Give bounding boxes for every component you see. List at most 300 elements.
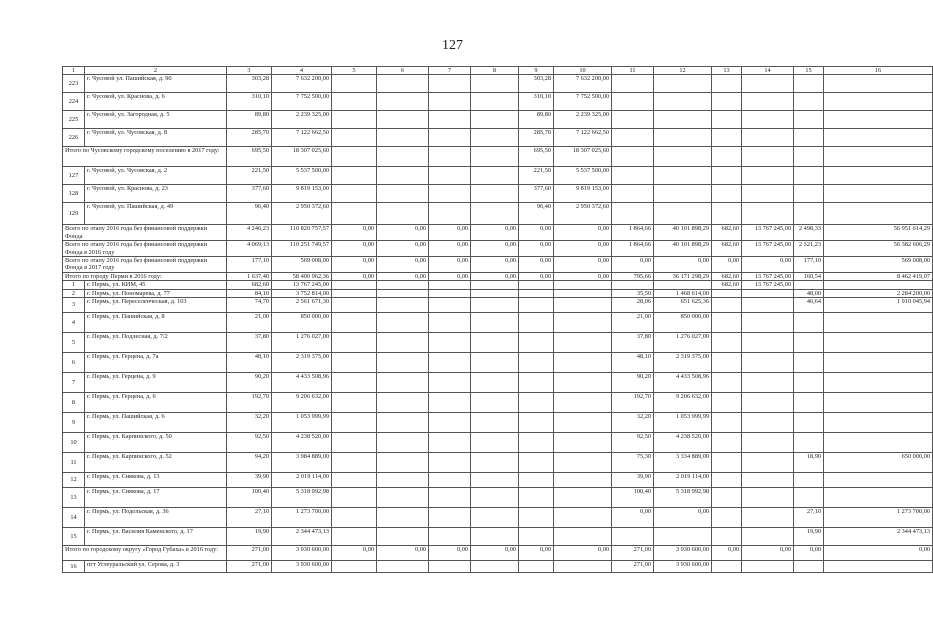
value-cell: 0,00 bbox=[429, 225, 471, 241]
value-cell: 1 276 027,00 bbox=[272, 333, 332, 353]
value-cell bbox=[377, 111, 429, 129]
value-cell bbox=[824, 203, 933, 225]
value-cell bbox=[429, 93, 471, 111]
value-cell bbox=[654, 185, 712, 203]
value-cell: 9 819 153,00 bbox=[272, 185, 332, 203]
table-row bbox=[63, 93, 933, 111]
value-cell: 27,10 bbox=[794, 508, 824, 528]
value-cell: 0,00 bbox=[377, 241, 429, 257]
value-cell: 0,00 bbox=[612, 508, 654, 528]
value-cell: 89,80 bbox=[519, 111, 554, 129]
value-cell bbox=[332, 167, 377, 185]
value-cell bbox=[824, 281, 933, 289]
value-cell bbox=[519, 289, 554, 297]
value-cell bbox=[824, 167, 933, 185]
value-cell bbox=[794, 473, 824, 488]
value-cell bbox=[654, 111, 712, 129]
program-table-sheet bbox=[62, 66, 930, 573]
value-cell bbox=[519, 333, 554, 353]
value-cell bbox=[377, 433, 429, 453]
table-row bbox=[63, 508, 933, 528]
column-number: 15 bbox=[794, 67, 824, 75]
value-cell: 110 820 757,57 bbox=[272, 225, 332, 241]
value-cell bbox=[377, 353, 429, 373]
table-body bbox=[63, 67, 933, 573]
value-cell: 569 008,00 bbox=[824, 257, 933, 273]
value-cell bbox=[332, 488, 377, 508]
value-cell bbox=[742, 313, 794, 333]
value-cell bbox=[654, 203, 712, 225]
value-cell bbox=[332, 281, 377, 289]
value-cell bbox=[332, 289, 377, 297]
value-cell: 28,06 bbox=[612, 298, 654, 313]
value-cell bbox=[332, 93, 377, 111]
address-cell: г. Пермь, ул. Пономарева, д. 77 bbox=[85, 289, 227, 297]
value-cell: 56 951 614,29 bbox=[824, 225, 933, 241]
row-number: 225 bbox=[63, 111, 85, 129]
value-cell bbox=[471, 488, 519, 508]
value-cell: 96,40 bbox=[519, 203, 554, 225]
value-cell bbox=[554, 561, 612, 573]
value-cell bbox=[519, 473, 554, 488]
value-cell bbox=[429, 561, 471, 573]
value-cell: 0,00 bbox=[471, 546, 519, 561]
value-cell: 2 344 473,13 bbox=[272, 528, 332, 546]
row-number: 16 bbox=[63, 561, 85, 573]
value-cell bbox=[654, 147, 712, 167]
value-cell bbox=[612, 111, 654, 129]
value-cell: 4 238 520,00 bbox=[272, 433, 332, 453]
address-cell: г. Пермь, ул. Пашийская, д. 6 bbox=[85, 413, 227, 433]
value-cell: 5 318 992,98 bbox=[272, 488, 332, 508]
value-cell: 0,00 bbox=[519, 546, 554, 561]
value-cell: 682,60 bbox=[712, 272, 742, 280]
value-cell: 0,00 bbox=[519, 272, 554, 280]
value-cell: 2 344 473,13 bbox=[824, 528, 933, 546]
value-cell bbox=[471, 185, 519, 203]
value-cell bbox=[712, 393, 742, 413]
value-cell bbox=[794, 147, 824, 167]
page-number: 127 bbox=[442, 38, 463, 53]
row-number: 224 bbox=[63, 93, 85, 111]
value-cell bbox=[332, 393, 377, 413]
row-number: 10 bbox=[63, 433, 85, 453]
value-cell: 0,00 bbox=[471, 257, 519, 273]
value-cell: 0,00 bbox=[429, 241, 471, 257]
value-cell: 92,50 bbox=[227, 433, 272, 453]
value-cell: 40 101 898,29 bbox=[654, 241, 712, 257]
subtotal-label: Всего по этапу 2016 года без финансовой поддержки Фонда bbox=[63, 225, 227, 241]
value-cell bbox=[554, 333, 612, 353]
value-cell bbox=[794, 93, 824, 111]
row-number: 15 bbox=[63, 528, 85, 546]
value-cell bbox=[377, 313, 429, 333]
value-cell bbox=[471, 203, 519, 225]
value-cell bbox=[824, 488, 933, 508]
value-cell: 0,00 bbox=[471, 272, 519, 280]
value-cell: 9 206 632,00 bbox=[272, 393, 332, 413]
value-cell bbox=[471, 508, 519, 528]
value-cell bbox=[471, 373, 519, 393]
value-cell bbox=[824, 353, 933, 373]
value-cell bbox=[377, 528, 429, 546]
address-cell: г. Пермь, ул. Герцена, д. 9 bbox=[85, 373, 227, 393]
value-cell bbox=[712, 353, 742, 373]
value-cell: 0,00 bbox=[377, 225, 429, 241]
value-cell bbox=[554, 453, 612, 473]
value-cell bbox=[429, 129, 471, 147]
value-cell bbox=[377, 508, 429, 528]
value-cell bbox=[429, 185, 471, 203]
value-cell bbox=[332, 373, 377, 393]
value-cell: 0,00 bbox=[742, 257, 794, 273]
value-cell: 9 206 632,00 bbox=[654, 393, 712, 413]
value-cell bbox=[712, 129, 742, 147]
value-cell bbox=[377, 75, 429, 93]
value-cell: 39,90 bbox=[227, 473, 272, 488]
value-cell: 0,00 bbox=[332, 225, 377, 241]
address-cell: г. Пермь, ул. Переселенческая, д. 103 bbox=[85, 298, 227, 313]
value-cell bbox=[742, 393, 794, 413]
value-cell: 0,00 bbox=[519, 225, 554, 241]
value-cell bbox=[794, 129, 824, 147]
value-cell bbox=[612, 75, 654, 93]
value-cell bbox=[554, 488, 612, 508]
value-cell: 48,10 bbox=[227, 353, 272, 373]
value-cell bbox=[471, 281, 519, 289]
column-number: 10 bbox=[554, 67, 612, 75]
value-cell: 1 053 999,99 bbox=[654, 413, 712, 433]
value-cell: 90,20 bbox=[227, 373, 272, 393]
value-cell bbox=[554, 353, 612, 373]
address-cell: г. Чусовой ул. Пашийская, д. 90 bbox=[85, 75, 227, 93]
value-cell bbox=[377, 93, 429, 111]
value-cell bbox=[712, 373, 742, 393]
subtotal-label: Всего по этапу 2016 года без финансовой поддержки Фонда в 2016 году bbox=[63, 241, 227, 257]
value-cell bbox=[742, 488, 794, 508]
value-cell: 271,00 bbox=[612, 546, 654, 561]
value-cell: 36 171 298,29 bbox=[654, 272, 712, 280]
value-cell bbox=[519, 528, 554, 546]
value-cell: 285,70 bbox=[519, 129, 554, 147]
value-cell: 110 251 749,57 bbox=[272, 241, 332, 257]
value-cell bbox=[794, 488, 824, 508]
value-cell bbox=[742, 528, 794, 546]
value-cell bbox=[794, 185, 824, 203]
subtotal-label: Итого по городу Перми в 2016 году: bbox=[63, 272, 227, 280]
value-cell bbox=[712, 488, 742, 508]
table-row bbox=[63, 453, 933, 473]
value-cell: 58 400 962,36 bbox=[272, 272, 332, 280]
value-cell: 37,80 bbox=[612, 333, 654, 353]
value-cell: 0,00 bbox=[554, 225, 612, 241]
subtotal-label: Всего по этапу 2016 года без финансовой поддержки Фонда в 2017 году bbox=[63, 257, 227, 273]
value-cell bbox=[377, 561, 429, 573]
address-cell: г. Пермь, ул. Сивкова, д. 13 bbox=[85, 473, 227, 488]
value-cell bbox=[742, 185, 794, 203]
table-row bbox=[63, 561, 933, 573]
value-cell bbox=[794, 433, 824, 453]
row-number: 128 bbox=[63, 185, 85, 203]
table-row bbox=[63, 313, 933, 333]
value-cell bbox=[377, 373, 429, 393]
value-cell bbox=[429, 313, 471, 333]
value-cell bbox=[471, 75, 519, 93]
table-row bbox=[63, 167, 933, 185]
value-cell: 37,80 bbox=[227, 333, 272, 353]
value-cell bbox=[654, 167, 712, 185]
value-cell bbox=[742, 561, 794, 573]
value-cell bbox=[794, 413, 824, 433]
value-cell: 3 984 889,00 bbox=[272, 453, 332, 473]
address-cell: г. Пермь, ул. Пашийская, д. 8 bbox=[85, 313, 227, 333]
value-cell: 2 284 200,00 bbox=[824, 289, 933, 297]
value-cell bbox=[712, 203, 742, 225]
value-cell bbox=[471, 129, 519, 147]
value-cell bbox=[794, 333, 824, 353]
resettlement-table bbox=[62, 66, 933, 573]
value-cell bbox=[742, 289, 794, 297]
table-row bbox=[63, 111, 933, 129]
value-cell: 682,60 bbox=[712, 241, 742, 257]
row-number: 12 bbox=[63, 473, 85, 488]
value-cell: 0,00 bbox=[519, 241, 554, 257]
value-cell: 0,00 bbox=[554, 272, 612, 280]
value-cell bbox=[794, 313, 824, 333]
row-number: 3 bbox=[63, 298, 85, 313]
value-cell: 75,30 bbox=[612, 453, 654, 473]
value-cell: 39,90 bbox=[612, 473, 654, 488]
value-cell bbox=[471, 393, 519, 413]
subtotal-label: Итого по Чусовскому городскому поселению в 2017 году: bbox=[63, 147, 227, 167]
value-cell bbox=[377, 147, 429, 167]
address-cell: г. Чусовой, ул. Загородная, д. 5 bbox=[85, 111, 227, 129]
row-number: 129 bbox=[63, 203, 85, 225]
subtotal-row bbox=[63, 272, 933, 280]
value-cell bbox=[742, 203, 794, 225]
value-cell bbox=[471, 167, 519, 185]
table-row bbox=[63, 488, 933, 508]
value-cell bbox=[712, 185, 742, 203]
address-cell: г. Пермь, ул. Герцена, д. 6 bbox=[85, 393, 227, 413]
value-cell bbox=[742, 75, 794, 93]
value-cell bbox=[554, 473, 612, 488]
table-row bbox=[63, 473, 933, 488]
value-cell bbox=[742, 433, 794, 453]
value-cell bbox=[377, 289, 429, 297]
value-cell bbox=[519, 298, 554, 313]
value-cell bbox=[429, 413, 471, 433]
column-number: 14 bbox=[742, 67, 794, 75]
value-cell bbox=[332, 185, 377, 203]
value-cell bbox=[519, 508, 554, 528]
address-cell: пгт Углеуральский ул. Серова, д. 3 bbox=[85, 561, 227, 573]
table-row bbox=[63, 185, 933, 203]
value-cell: 0,00 bbox=[612, 257, 654, 273]
value-cell: 1 053 999,99 bbox=[272, 413, 332, 433]
value-cell: 0,00 bbox=[554, 546, 612, 561]
address-cell: г. Пермь, ул. Сивкова, д. 17 bbox=[85, 488, 227, 508]
value-cell: 0,00 bbox=[429, 272, 471, 280]
value-cell: 2 019 114,00 bbox=[654, 473, 712, 488]
value-cell bbox=[794, 353, 824, 373]
value-cell bbox=[519, 393, 554, 413]
value-cell bbox=[377, 393, 429, 413]
value-cell bbox=[332, 75, 377, 93]
value-cell bbox=[429, 147, 471, 167]
value-cell: 2 950 372,60 bbox=[554, 203, 612, 225]
value-cell bbox=[332, 413, 377, 433]
value-cell: 0,00 bbox=[712, 546, 742, 561]
value-cell: 682,60 bbox=[712, 225, 742, 241]
value-cell bbox=[712, 453, 742, 473]
value-cell bbox=[712, 473, 742, 488]
value-cell: 5 537 500,00 bbox=[554, 167, 612, 185]
value-cell: 92,50 bbox=[612, 433, 654, 453]
value-cell: 18,90 bbox=[794, 453, 824, 473]
value-cell bbox=[377, 488, 429, 508]
value-cell: 7 752 500,00 bbox=[272, 93, 332, 111]
value-cell: 795,66 bbox=[612, 272, 654, 280]
value-cell bbox=[712, 313, 742, 333]
row-number: 14 bbox=[63, 508, 85, 528]
row-number: 7 bbox=[63, 373, 85, 393]
value-cell: 192,70 bbox=[612, 393, 654, 413]
address-cell: г. Пермь, ул. Василия Каменского, д. 17 bbox=[85, 528, 227, 546]
value-cell bbox=[824, 373, 933, 393]
table-row bbox=[63, 75, 933, 93]
value-cell: 19,90 bbox=[794, 528, 824, 546]
value-cell: 7 122 662,50 bbox=[554, 129, 612, 147]
column-number: 7 bbox=[429, 67, 471, 75]
value-cell: 4 433 508,96 bbox=[654, 373, 712, 393]
column-number: 11 bbox=[612, 67, 654, 75]
value-cell: 0,00 bbox=[377, 272, 429, 280]
value-cell bbox=[824, 111, 933, 129]
value-cell: 0,00 bbox=[712, 257, 742, 273]
value-cell bbox=[654, 281, 712, 289]
value-cell bbox=[794, 167, 824, 185]
value-cell: 569 008,00 bbox=[272, 257, 332, 273]
value-cell: 2 561 671,30 bbox=[272, 298, 332, 313]
value-cell bbox=[712, 93, 742, 111]
value-cell: 21,00 bbox=[612, 313, 654, 333]
value-cell bbox=[429, 508, 471, 528]
table-row bbox=[63, 333, 933, 353]
value-cell: 9 819 153,00 bbox=[554, 185, 612, 203]
value-cell: 221,50 bbox=[227, 167, 272, 185]
value-cell: 46,64 bbox=[794, 298, 824, 313]
value-cell bbox=[332, 147, 377, 167]
value-cell bbox=[654, 528, 712, 546]
value-cell bbox=[554, 373, 612, 393]
value-cell: 650 000,00 bbox=[824, 453, 933, 473]
value-cell: 4 238 520,00 bbox=[654, 433, 712, 453]
value-cell: 2 319 375,00 bbox=[654, 353, 712, 373]
table-row bbox=[63, 433, 933, 453]
table-row bbox=[63, 298, 933, 313]
value-cell: 1 273 700,00 bbox=[824, 508, 933, 528]
value-cell: 2 239 325,00 bbox=[554, 111, 612, 129]
value-cell: 74,70 bbox=[227, 298, 272, 313]
value-cell: 0,00 bbox=[471, 241, 519, 257]
value-cell bbox=[429, 453, 471, 473]
value-cell: 56 382 606,29 bbox=[824, 241, 933, 257]
value-cell bbox=[612, 93, 654, 111]
value-cell bbox=[471, 93, 519, 111]
row-number: 9 bbox=[63, 413, 85, 433]
value-cell: 310,10 bbox=[227, 93, 272, 111]
value-cell bbox=[377, 203, 429, 225]
value-cell bbox=[554, 298, 612, 313]
row-number: 5 bbox=[63, 333, 85, 353]
value-cell bbox=[824, 473, 933, 488]
value-cell bbox=[712, 333, 742, 353]
value-cell bbox=[429, 75, 471, 93]
subtotal-row bbox=[63, 241, 933, 257]
address-cell: г. Пермь, ул. Карпинского, д. 52 bbox=[85, 453, 227, 473]
column-number: 3 bbox=[227, 67, 272, 75]
value-cell bbox=[712, 528, 742, 546]
value-cell bbox=[824, 393, 933, 413]
value-cell bbox=[332, 353, 377, 373]
value-cell bbox=[377, 453, 429, 473]
value-cell: 1 910 045,94 bbox=[824, 298, 933, 313]
value-cell: 3 930 600,00 bbox=[272, 561, 332, 573]
value-cell: 3 752 814,00 bbox=[272, 289, 332, 297]
value-cell bbox=[471, 313, 519, 333]
value-cell bbox=[612, 147, 654, 167]
value-cell: 48,10 bbox=[612, 353, 654, 373]
value-cell: 1 273 700,00 bbox=[272, 508, 332, 528]
value-cell bbox=[471, 433, 519, 453]
row-number: 11 bbox=[63, 453, 85, 473]
value-cell bbox=[471, 333, 519, 353]
value-cell: 32,20 bbox=[612, 413, 654, 433]
value-cell: 5 537 500,00 bbox=[272, 167, 332, 185]
value-cell: 695,50 bbox=[519, 147, 554, 167]
value-cell bbox=[794, 373, 824, 393]
value-cell bbox=[612, 185, 654, 203]
value-cell bbox=[742, 93, 794, 111]
value-cell: 96,40 bbox=[227, 203, 272, 225]
value-cell: 13 767 245,00 bbox=[742, 281, 794, 289]
address-cell: г. Чусовой, ул. Чусовская, д. 2 bbox=[85, 167, 227, 185]
column-number: 16 bbox=[824, 67, 933, 75]
value-cell: 19,90 bbox=[227, 528, 272, 546]
value-cell: 90,20 bbox=[612, 373, 654, 393]
value-cell bbox=[554, 528, 612, 546]
value-cell: 271,00 bbox=[612, 561, 654, 573]
value-cell: 5 318 992,98 bbox=[654, 488, 712, 508]
value-cell bbox=[794, 111, 824, 129]
table-row bbox=[63, 353, 933, 373]
value-cell bbox=[429, 281, 471, 289]
value-cell bbox=[332, 298, 377, 313]
value-cell bbox=[429, 373, 471, 393]
value-cell bbox=[794, 75, 824, 93]
value-cell bbox=[377, 298, 429, 313]
value-cell: 682,60 bbox=[227, 281, 272, 289]
value-cell: 13 767 245,00 bbox=[742, 272, 794, 280]
value-cell bbox=[519, 453, 554, 473]
column-number: 5 bbox=[332, 67, 377, 75]
value-cell bbox=[471, 453, 519, 473]
value-cell bbox=[429, 473, 471, 488]
value-cell: 94,20 bbox=[227, 453, 272, 473]
value-cell bbox=[824, 129, 933, 147]
value-cell bbox=[554, 289, 612, 297]
